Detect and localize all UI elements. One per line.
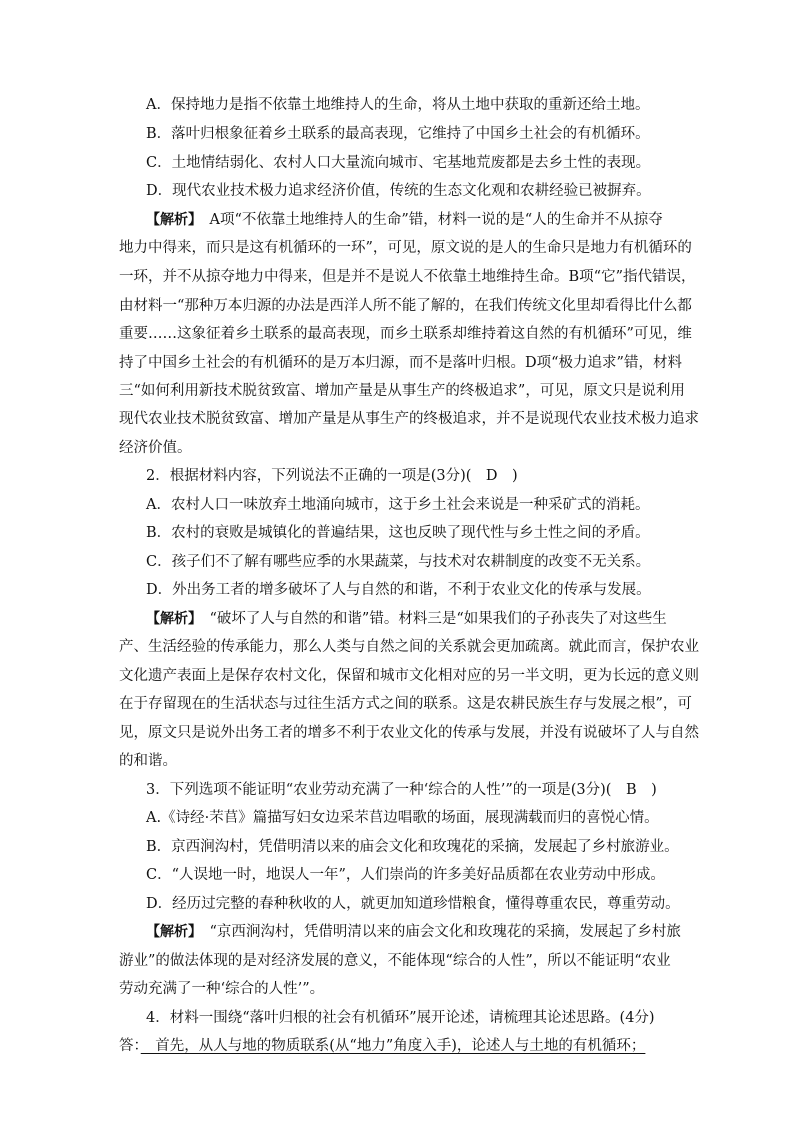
q1-analysis-line: 现代农业技术脱贫致富、增加产量是从事生产的终极追求，并不是说现代农业技术极力追求: [119, 411, 699, 427]
q1-analysis-line: 由材料一“那种万本归源的办法是西洋人所不能了解的，在我们传统文化里却看得比什么都: [119, 298, 692, 314]
q1-analysis-line: 经济价值。: [119, 440, 192, 456]
answer-label: 答：: [119, 1038, 141, 1054]
answer-text: 首先，从人与地的物质联系(从“地力”角度入手)，论述人与土地的有机循环；: [140, 1038, 646, 1054]
q3-option-d: D．经历过完整的春种秋收的人，就更加知道珍惜粮食，懂得尊重农民，尊重劳动。: [146, 896, 680, 912]
analysis-tag: 【解析】: [146, 924, 195, 940]
q4-answer: [119, 1036, 794, 1056]
q1-option-d: D．现代农业技术极力追求经济价值，传统的生态文化观和农耕经验已被摒弃。: [146, 183, 651, 199]
q2-stem: 2．根据材料内容，下列说法不正确的一项是(3分)( D ): [146, 468, 518, 484]
analysis-text: “破坏了人与自然的和谐”错。材料三是“如果我们的子孙丧失了对这些生: [195, 611, 667, 627]
q3-stem: 3．下列选项不能证明“农业劳动充满了一种‘综合的人性’”的一项是(3分)( B ): [146, 782, 657, 798]
q3-analysis-line: 游业”的做法体现的是对经济发展的意义，不能体现“综合的人性”，所以不能证明“农业: [119, 953, 671, 969]
q1-analysis-line: 一环，并不从掠夺地力中得来，但是并不是说人不依靠土地维持生命。B项“它”指代错误，: [119, 269, 696, 285]
q2-analysis-line: 文化遗产表面上是保存农村文化，保留和城市文化相对应的另一半文明，更为长远的意义则: [119, 668, 699, 684]
analysis-text: “京西涧沟村，凭借明清以来的庙会文化和玫瑰花的采摘，发展起了乡村旅: [195, 924, 681, 940]
q1-analysis-line: 三“如何利用新技术脱贫致富、增加产量是从事生产的终极追求”，可见，原文只是说利用: [119, 383, 685, 399]
q1-option-b: B．落叶归根象征着乡土联系的最高表现，它维持了中国乡土社会的有机循环。: [146, 126, 650, 142]
q3-analysis-first-line: [146, 922, 794, 942]
q1-analysis-line: 重要……这象征着乡土联系的最高表现，而乡土联系却维持着这自然的有机循环”可见，维: [119, 326, 692, 342]
q1-analysis-line: 地力中得来，而只是这有机循环的一环”，可见，原文说的是人的生命只是地力有机循环的: [119, 240, 692, 256]
q4-stem: 4．材料一围绕“落叶归根的社会有机循环”展开论述，请梳理其论述思路。(4分): [146, 1010, 655, 1026]
q2-analysis-line: 在于存留现在的生活状态与过往生活方式之间的联系。这是农耕民族生存与发展之根”，可: [119, 696, 692, 712]
q3-option-a: A.《诗经·芣苢》篇描写妇女边采芣苢边唱歌的场面，展现满载而归的喜悦心情。: [146, 810, 659, 826]
q2-analysis-first-line: [146, 609, 794, 629]
q2-option-d: D．外出务工者的增多破坏了人与自然的和谐，不利于农业文化的传承与发展。: [146, 582, 651, 598]
q2-analysis-line: 见，原文只是说外出务工者的增多不利于农业文化的传承与发展，并没有说破坏了人与自然: [119, 725, 699, 741]
analysis-tag: 【解析】: [146, 212, 195, 228]
q1-analysis-first-line: [146, 210, 794, 230]
q2-analysis-line: 产、生活经验的传承能力，那么人类与自然之间的关系就会更加疏离。就此而言，保护农业: [119, 639, 699, 655]
q2-option-c: C．孩子们不了解有哪些应季的水果蔬菜，与技术对农耕制度的改变不无关系。: [146, 554, 651, 570]
q2-analysis-line: 的和谐。: [119, 753, 177, 769]
q1-option-c: C．土地情结弱化、农村人口大量流向城市、宅基地荒废都是去乡土性的表现。: [146, 155, 651, 171]
analysis-text: A项“不依靠土地维持人的生命”错，材料一说的是“人的生命并不从掠夺: [195, 212, 663, 228]
q2-option-b: B．农村的衰败是城镇化的普遍结果，这也反映了现代性与乡土性之间的矛盾。: [146, 525, 650, 541]
q3-analysis-line: 劳动充满了一种‘综合的人性’”。: [119, 981, 325, 997]
q1-analysis-line: 持了中国乡土社会的有机循环的是万本归源，而不是落叶归根。D项“极力追求”错，材料: [119, 355, 682, 371]
q1-option-a: A．保持地力是指不依靠土地维持人的生命，将从土地中获取的重新还给土地。: [146, 97, 650, 113]
q3-option-b: B．京西涧沟村，凭借明清以来的庙会文化和玫瑰花的采摘，发展起了乡村旅游业。: [146, 839, 679, 855]
q3-option-c: C．“人误地一时，地误人一年”，人们崇尚的许多美好品质都在农业劳动中形成。: [146, 867, 665, 883]
q2-option-a: A．农村人口一味放弃土地涌向城市，这于乡土社会来说是一种采矿式的消耗。: [146, 497, 650, 513]
analysis-tag: 【解析】: [146, 611, 195, 627]
